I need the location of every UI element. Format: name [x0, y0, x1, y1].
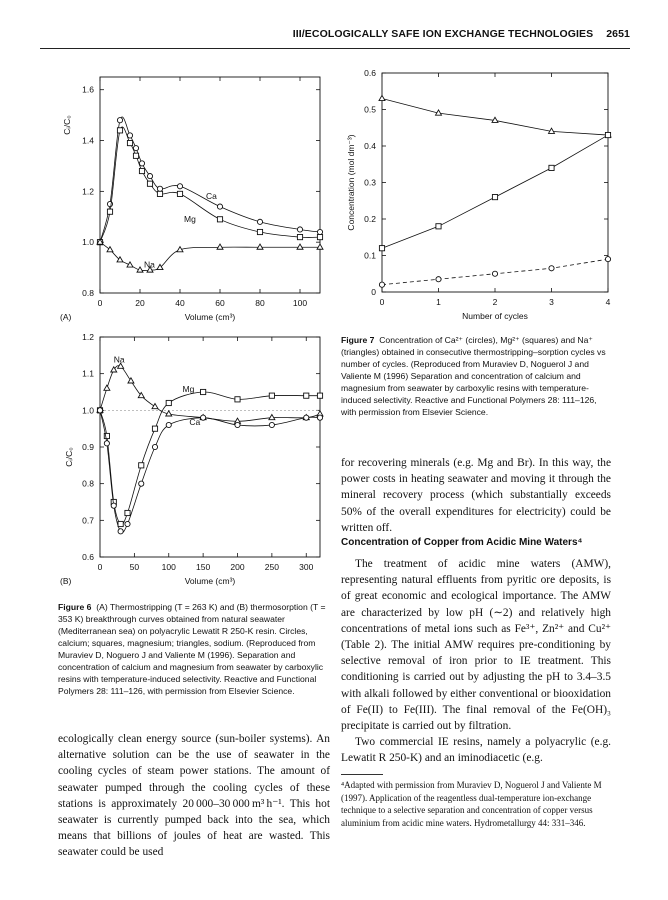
- figure-7-caption: [341, 334, 611, 418]
- right-paragraph-3: Two commercial IE resins, namely a polyacrylic (e.g. Lewatit R 250-K) and an iminodiacetic (e.g.: [341, 736, 611, 765]
- series-label-ca: Ca: [189, 417, 201, 427]
- data-point-mg: [605, 132, 610, 137]
- x-tick-label: 0: [379, 297, 385, 307]
- figure-6-caption: [58, 601, 331, 697]
- figure-6-label: Figure 6: [58, 602, 92, 612]
- right-column-text-bottom: [341, 556, 611, 767]
- y-tick-label: 1.0: [82, 237, 94, 248]
- y-tick-label: 1.2: [82, 332, 94, 342]
- y-tick-label: 0.8: [82, 478, 94, 489]
- footnote-rule: [341, 774, 383, 775]
- data-point-ca: [605, 257, 610, 262]
- x-tick-label: 300: [299, 562, 314, 572]
- section-heading: Concentration of Copper from Acidic Mine Waters⁴: [341, 537, 583, 548]
- data-point-ca: [492, 271, 497, 276]
- y-tick-label: 0.4: [364, 141, 376, 151]
- x-tick-label: 100: [292, 298, 308, 308]
- right-paragraph-1: for recovering minerals (e.g. Mg and Br). In this way, the power costs in heating seawater and moving it through the mineral recovery process (which substantially exceeds 50% of the overall expenditures for electricity) could be written off.: [341, 457, 611, 534]
- data-point-ca: [379, 282, 384, 287]
- left-paragraph: ecologically clean energy source (sun-boiler systems). An alternative solution can be the use of seawater in the cooling cycles of steam power stations. The amount of seawater pumped through the cooling cycles of these stations is approximately 20 000–30 000 m³ h⁻¹. This hot seawater is currently pumped back into the sea, which means that billions of joules of heat are wasted. This seawater could be used: [58, 733, 330, 859]
- y-tick-label: 0.1: [364, 250, 376, 261]
- y-tick-label: 1.2: [82, 186, 94, 197]
- panel-label: (B): [60, 576, 72, 586]
- x-tick-label: 100: [161, 562, 176, 572]
- x-tick-label: 2: [492, 297, 498, 307]
- series-line-mg: [382, 135, 608, 248]
- data-point-ca: [436, 277, 441, 282]
- series-label-mg: Mg: [184, 213, 196, 224]
- x-tick-label: 80: [255, 298, 265, 308]
- footnote: [341, 779, 611, 829]
- series-label-mg: Mg: [182, 384, 195, 394]
- x-axis-label: Volume (cm³): [184, 312, 236, 322]
- y-axis-label: Concentration (mol dm⁻³): [346, 134, 356, 231]
- footnote-text: ⁴Adapted with permission from Muraviev D, Noguerol J and Valiente M (1997). Application of the reagentless dual-temperature ion-exchange technique to a selective separation and concentration of copper versus aluminium from acidic mine waters. Hydrometallurgy 44: 331–346.: [341, 780, 602, 828]
- right-paragraph-2: The treatment of acidic mine waters (AMW), representing natural effluents from pyritic ore deposits, is of great economic and ecological importance. The AMW are characterized by low pH (∼2) and relatively high concentrations of metal ions such as Fe³⁺, Zn²⁺ and Cu²⁺ (Table 2). The initial AMW requires pre-conditioning by selective removal of iron prior to IE treatment. This conditioning is carried out by adjusting the pH to 3.4–3.5 with alkali followed by either conventional or biooxidation of Fe(II) to Fe(III). The final removal of the Fe(OH)₃ precipitate is carried out by filtration.: [341, 558, 611, 733]
- y-tick-label: 1.1: [82, 368, 94, 379]
- data-point-na: [379, 95, 385, 100]
- x-tick-label: 0: [97, 562, 103, 572]
- data-point-mg: [492, 195, 497, 200]
- y-tick-label: 0.3: [364, 177, 376, 188]
- x-tick-label: 4: [605, 297, 611, 307]
- x-tick-label: 150: [196, 562, 211, 572]
- y-tick-label: 0.7: [82, 515, 94, 526]
- y-tick-label: 0.9: [82, 442, 94, 452]
- x-tick-label: 60: [215, 298, 225, 308]
- x-tick-label: 50: [129, 562, 140, 572]
- y-tick-label: 0.2: [364, 214, 376, 224]
- series-label-na: Na: [144, 259, 155, 270]
- figure-6-caption-text: (A) Thermostripping (T = 263 K) and (B) thermosorption (T = 353 K) breakthrough curves obtained from natural seawater (Mediterranean sea) on polyacrylic Lewatit R 250-K resin. Circles, calcium; squares, magnesium; triangles, sodium. (Reproduced from Muraviev D, Noguero J and Valiente M (1996). Separation and concentration of calcium and magnesium from seawater by carboxylic resins with temperature-induced selectivity. Reactive and Functional Polymers 28: 111–126, with permission from Elsevier Science.: [58, 602, 326, 696]
- figure-7-caption-text: Concentration of Ca²⁺ (circles), Mg²⁺ (squares) and Na⁺ (triangles) obtained in consecutive thermostripping–sorption cycles vs number of cycles. (Reproduced from Muraviev D, Noguerol J and Valiente M (1996) Separation and concentration of calcium and magnesium from seawater by carboxylic resins with temperature-induced selectivity. Reactive and Functional Polymers 28: 111–126, with permission from Elsevier Science.: [341, 335, 606, 417]
- y-tick-label: 1.0: [82, 405, 94, 416]
- y-tick-label: 1.4: [82, 135, 94, 146]
- y-tick-label: 0.6: [82, 552, 94, 562]
- x-axis-label: Number of cycles: [462, 311, 528, 321]
- x-tick-label: 1: [436, 297, 441, 307]
- x-axis-label: Volume (cm³): [184, 576, 236, 586]
- data-point-mg: [436, 224, 441, 229]
- series-label-ca: Ca: [206, 190, 217, 201]
- x-tick-label: 40: [175, 298, 185, 308]
- x-tick-label: 200: [230, 562, 245, 572]
- x-tick-label: 0: [97, 298, 103, 308]
- data-point-mg: [379, 246, 384, 251]
- figure-7-label: Figure 7: [341, 335, 375, 345]
- y-tick-label: 0.8: [82, 288, 94, 298]
- panel-label: (A): [60, 312, 72, 322]
- y-tick-label: 0.6: [364, 68, 376, 78]
- series-label-na: Na: [113, 354, 125, 365]
- x-tick-label: 3: [549, 297, 554, 307]
- y-tick-label: 1.6: [82, 84, 94, 95]
- x-tick-label: 250: [264, 562, 279, 572]
- y-axis-label: Cᵢ/C₀: [64, 447, 74, 467]
- data-point-mg: [549, 165, 554, 170]
- x-tick-label: 20: [135, 298, 145, 308]
- right-column-text-top: [341, 455, 611, 536]
- y-axis-label: Cᵢ/C₀: [62, 115, 72, 135]
- y-tick-label: 0: [371, 287, 376, 297]
- plot-frame: [382, 73, 608, 292]
- left-column-text: [58, 731, 330, 861]
- y-tick-label: 0.5: [364, 104, 376, 115]
- data-point-ca: [549, 266, 554, 271]
- header-title: III/ECOLOGICALLY SAFE ION EXCHANGE TECHNOLOGIES: [292, 28, 594, 40]
- page-number: 2651: [606, 28, 630, 40]
